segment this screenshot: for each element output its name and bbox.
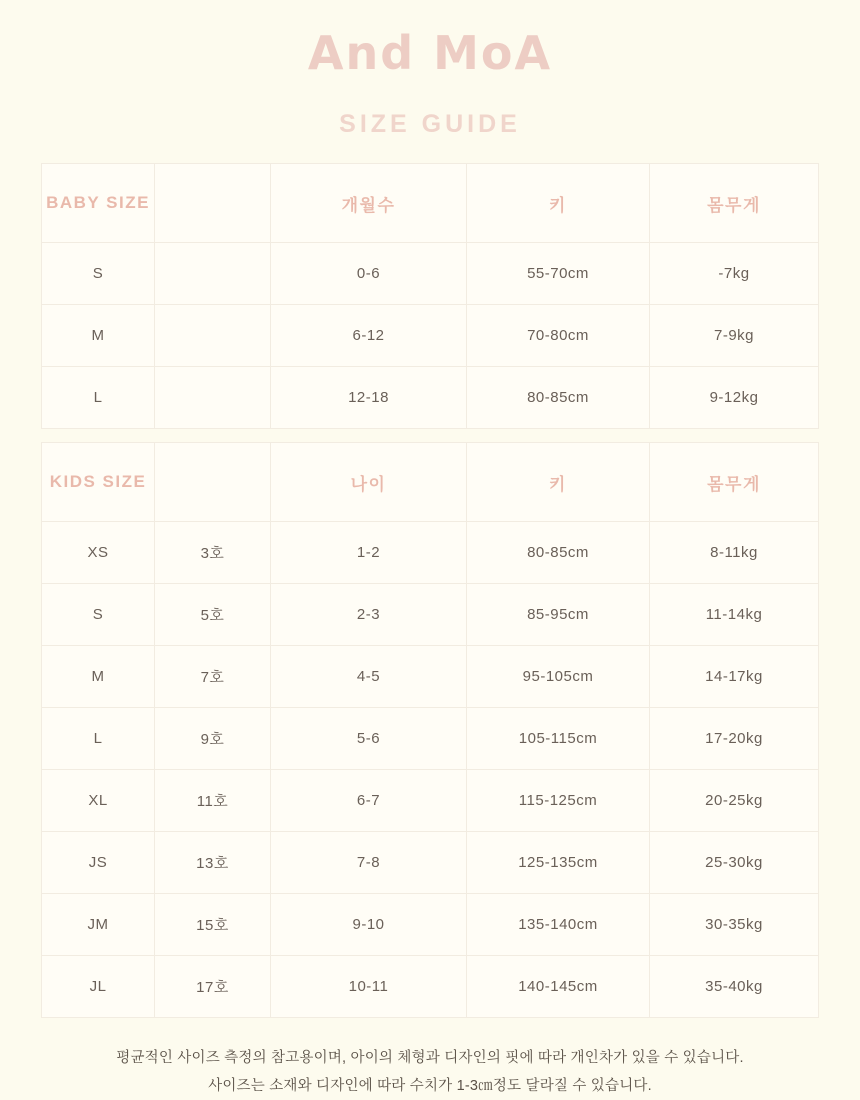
baby-header-size-a: BABY SIZE <box>42 164 155 243</box>
kids-row0-ho: 3호 <box>155 522 271 584</box>
baby-row1-spacer <box>155 305 271 367</box>
baby-row0-size: S <box>42 243 155 305</box>
kids-row7-age: 10-11 <box>271 956 467 1018</box>
brand-header <box>0 0 860 80</box>
baby-row0-weight: -7kg <box>650 243 819 305</box>
table-row <box>42 646 819 708</box>
kids-size-table-head <box>42 443 819 522</box>
kids-header-weight: 몸무게 <box>650 443 819 522</box>
kids-row6-ho: 15호 <box>155 894 271 956</box>
kids-row3-age: 5-6 <box>271 708 467 770</box>
kids-row4-size: XL <box>42 770 155 832</box>
table-header-row <box>42 164 819 243</box>
footnote-line-2: 사이즈는 소재와 디자인에 따라 수치가 1-3㎝정도 달라질 수 있습니다. <box>208 1078 652 1094</box>
table-row <box>42 832 819 894</box>
table-row <box>42 956 819 1018</box>
table-row <box>42 305 819 367</box>
footnote <box>0 1044 860 1100</box>
baby-header-size-b <box>155 164 271 243</box>
kids-row2-height: 95-105cm <box>467 646 650 708</box>
table-row <box>42 243 819 305</box>
kids-row4-height: 115-125cm <box>467 770 650 832</box>
kids-row2-ho: 7호 <box>155 646 271 708</box>
baby-header-weight: 몸무게 <box>650 164 819 243</box>
kids-row4-age: 6-7 <box>271 770 467 832</box>
kids-row1-height: 85-95cm <box>467 584 650 646</box>
baby-size-table-body <box>42 243 819 429</box>
table-row <box>42 584 819 646</box>
baby-row1-height: 70-80cm <box>467 305 650 367</box>
kids-row5-weight: 25-30kg <box>650 832 819 894</box>
baby-row0-months: 0-6 <box>271 243 467 305</box>
kids-row7-weight: 35-40kg <box>650 956 819 1018</box>
baby-row2-months: 12-18 <box>271 367 467 429</box>
kids-row0-weight: 8-11kg <box>650 522 819 584</box>
kids-row4-ho: 11호 <box>155 770 271 832</box>
kids-header-height: 키 <box>467 443 650 522</box>
kids-header-size-a: KIDS SIZE <box>42 443 155 522</box>
kids-row2-weight: 14-17kg <box>650 646 819 708</box>
kids-row0-age: 1-2 <box>271 522 467 584</box>
baby-row1-months: 6-12 <box>271 305 467 367</box>
baby-header-months: 개월수 <box>271 164 467 243</box>
baby-size-table-head <box>42 164 819 243</box>
kids-row0-height: 80-85cm <box>467 522 650 584</box>
table-header-row <box>42 443 819 522</box>
kids-row5-height: 125-135cm <box>467 832 650 894</box>
kids-row6-weight: 30-35kg <box>650 894 819 956</box>
baby-row2-spacer <box>155 367 271 429</box>
kids-header-size-b <box>155 443 271 522</box>
kids-row2-age: 4-5 <box>271 646 467 708</box>
kids-row1-ho: 5호 <box>155 584 271 646</box>
kids-row3-size: L <box>42 708 155 770</box>
kids-size-table <box>41 442 819 1018</box>
baby-row2-height: 80-85cm <box>467 367 650 429</box>
kids-row5-size: JS <box>42 832 155 894</box>
baby-row2-size: L <box>42 367 155 429</box>
kids-header-age: 나이 <box>271 443 467 522</box>
kids-row3-weight: 17-20kg <box>650 708 819 770</box>
kids-row5-ho: 13호 <box>155 832 271 894</box>
kids-row7-ho: 17호 <box>155 956 271 1018</box>
kids-row1-weight: 11-14kg <box>650 584 819 646</box>
kids-size-table-body <box>42 522 819 1018</box>
brand-title: And MoA <box>307 26 553 80</box>
baby-row0-height: 55-70cm <box>467 243 650 305</box>
kids-row7-size: JL <box>42 956 155 1018</box>
kids-row6-age: 9-10 <box>271 894 467 956</box>
kids-row1-size: S <box>42 584 155 646</box>
footnote-line-1: 평균적인 사이즈 측정의 참고용이며, 아이의 체형과 디자인의 핏에 따라 개인차가 있을 수 있습니다. <box>116 1050 744 1066</box>
baby-header-height: 키 <box>467 164 650 243</box>
page-title: SIZE GUIDE <box>339 110 521 138</box>
kids-row5-age: 7-8 <box>271 832 467 894</box>
kids-row6-size: JM <box>42 894 155 956</box>
baby-row1-size: M <box>42 305 155 367</box>
baby-size-table <box>41 163 819 429</box>
baby-row0-spacer <box>155 243 271 305</box>
kids-row7-height: 140-145cm <box>467 956 650 1018</box>
kids-row6-height: 135-140cm <box>467 894 650 956</box>
table-row <box>42 770 819 832</box>
kids-row3-height: 105-115cm <box>467 708 650 770</box>
kids-row2-size: M <box>42 646 155 708</box>
baby-row1-weight: 7-9kg <box>650 305 819 367</box>
table-row <box>42 708 819 770</box>
baby-row2-weight: 9-12kg <box>650 367 819 429</box>
table-row <box>42 367 819 429</box>
kids-row3-ho: 9호 <box>155 708 271 770</box>
kids-row4-weight: 20-25kg <box>650 770 819 832</box>
table-row <box>42 522 819 584</box>
table-row <box>42 894 819 956</box>
kids-row1-age: 2-3 <box>271 584 467 646</box>
kids-row0-size: XS <box>42 522 155 584</box>
